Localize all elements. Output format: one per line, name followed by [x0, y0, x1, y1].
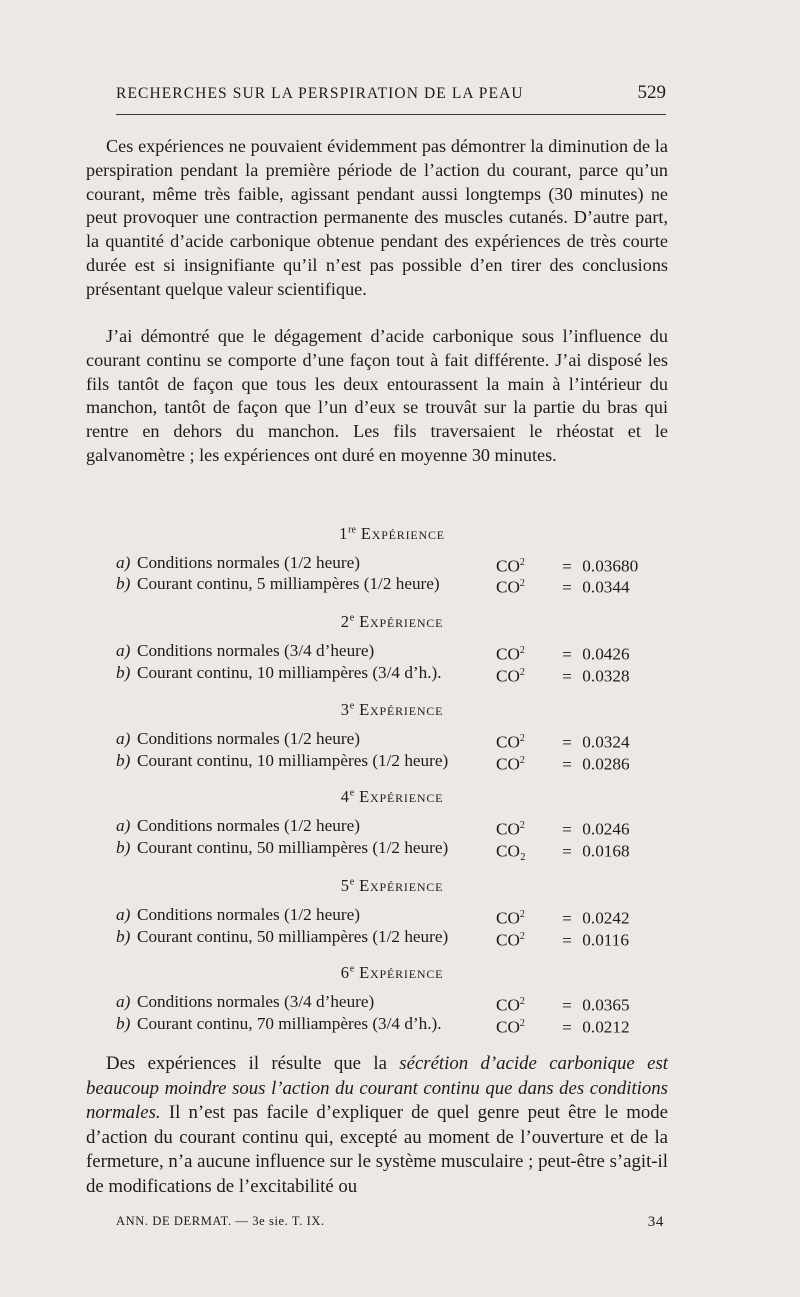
running-header: [116, 82, 666, 104]
paragraph-3: [86, 1052, 668, 1200]
row-label: b): [116, 838, 131, 857]
experiment-2-row-a: [116, 640, 668, 662]
equals-sign: =: [562, 754, 572, 774]
experiment-2-row-b: [116, 662, 668, 684]
co2-value: 0.0286: [582, 754, 630, 774]
experiment-word: Expérience: [359, 876, 444, 895]
co2-subscript: 2: [519, 820, 525, 831]
paragraph-3-emphasis: sécrétion d’acide carbonique est beaucoup moindre sous l’action du courant continu que dans des conditions normales.: [86, 1053, 669, 1124]
co2-formula: CO: [496, 930, 520, 950]
co2-formula: CO: [496, 819, 520, 839]
row-condition: Courant continu, 50 milliampères (1/2 heure): [137, 838, 449, 857]
experiment-ordinal: re: [348, 524, 356, 536]
experiment-ordinal: e: [349, 876, 355, 888]
equals-sign: =: [562, 819, 572, 839]
co2-value: 0.0344: [582, 577, 630, 597]
co2-value: 0.0324: [582, 732, 630, 752]
row-condition: Conditions normales (1/2 heure): [137, 729, 360, 748]
row-label: a): [116, 905, 131, 924]
experiment-ordinal: e: [349, 612, 355, 624]
co2-formula: CO: [496, 577, 520, 597]
equals-sign: =: [562, 556, 572, 576]
co2-formula: CO: [496, 908, 520, 928]
experiment-word: Expérience: [359, 700, 444, 719]
page-number: 529: [637, 82, 666, 103]
row-measurement: [496, 926, 629, 952]
row-label: b): [116, 751, 131, 770]
experiment-6-row-a: [116, 991, 668, 1013]
row-condition: Courant continu, 10 milliampères (3/4 d’h.).: [137, 663, 442, 682]
co2-subscript: 2: [519, 931, 525, 942]
co2-formula: CO: [496, 644, 520, 664]
co2-value: 0.0246: [582, 819, 630, 839]
equals-sign: =: [562, 666, 572, 686]
row-label: a): [116, 816, 131, 835]
row-label: b): [116, 663, 131, 682]
co2-subscript: 2: [519, 909, 525, 920]
row-label: a): [116, 992, 131, 1011]
signature-mark: 34: [647, 1214, 664, 1230]
co2-value: 0.0328: [582, 666, 630, 686]
row-label: b): [116, 574, 131, 593]
experiment-ordinal: e: [349, 700, 355, 712]
co2-formula: CO: [496, 666, 520, 686]
row-measurement: [496, 662, 630, 688]
experiment-4-row-a: [116, 815, 668, 837]
co2-subscript: 2: [519, 578, 525, 589]
experiment-number: 3: [340, 700, 350, 719]
paragraph-2: [86, 325, 668, 468]
row-label: a): [116, 729, 131, 748]
experiment-number: 4: [340, 787, 350, 806]
journal-reference: ANN. DE DERMAT. — 3e sie. T. IX.: [116, 1214, 325, 1228]
co2-formula: CO₂: [496, 841, 526, 861]
co2-formula: CO: [496, 995, 520, 1015]
experiment-5-row-a: [116, 904, 668, 926]
experiment-word: Expérience: [359, 787, 444, 806]
row-condition: Conditions normales (1/2 heure): [137, 553, 360, 572]
row-condition: Conditions normales (1/2 heure): [137, 816, 360, 835]
experiment-number: 5: [340, 876, 350, 895]
row-measurement: [496, 1013, 630, 1039]
co2-formula: CO: [496, 732, 520, 752]
co2-subscript: 2: [519, 557, 525, 568]
experiment-word: Expérience: [359, 612, 444, 631]
experiment-5-title: [0, 876, 792, 896]
row-condition: Courant continu, 70 milliampères (3/4 d’h.).: [137, 1014, 442, 1033]
experiment-3-row-b: [116, 750, 668, 772]
row-label: a): [116, 641, 131, 660]
experiment-3-row-a: [116, 728, 668, 750]
experiment-1-row-b: [116, 573, 668, 595]
co2-subscript: 2: [519, 667, 525, 678]
experiment-2-title: [0, 612, 792, 632]
co2-subscript: 2: [519, 755, 525, 766]
experiment-word: Expérience: [359, 963, 444, 982]
co2-subscript: 2: [519, 996, 525, 1007]
co2-value: 0.0365: [582, 995, 630, 1015]
experiment-5-row-b: [116, 926, 668, 948]
equals-sign: =: [562, 1017, 572, 1037]
equals-sign: =: [562, 908, 572, 928]
row-measurement: [496, 573, 630, 599]
paragraph-1-text: Ces expériences ne pouvaient évidemment pas démontrer la diminution de la perspiration pendant la première période de l’action du courant, parce qu’un courant, même très faible, agissant pendant aussi longtemps (30 minutes) ne peut provoquer une contraction permanente des muscles cutanés. D’autre part, la quantité d’acide carbonique obtenue pendant des expériences de très courte durée est si insignifiante qu’il n’est pas possible d’en tirer des conclusions présentant quelque valeur scientifique.: [86, 136, 668, 299]
equals-sign: =: [562, 930, 572, 950]
co2-value: 0.0168: [582, 841, 630, 861]
co2-formula: CO: [496, 556, 520, 576]
experiment-ordinal: e: [349, 963, 355, 975]
equals-sign: =: [562, 644, 572, 664]
experiment-4-row-b: [116, 837, 668, 859]
row-condition: Conditions normales (3/4 d’heure): [137, 992, 375, 1011]
row-condition: Courant continu, 50 milliampères (1/2 heure): [137, 927, 449, 946]
experiment-number: 6: [340, 963, 350, 982]
co2-subscript: 2: [519, 1018, 525, 1029]
experiment-3-title: [0, 700, 792, 720]
experiment-word: Expérience: [360, 524, 445, 543]
co2-formula: CO: [496, 754, 520, 774]
running-title: RECHERCHES SUR LA PERSPIRATION DE LA PEAU: [116, 85, 524, 102]
experiment-1-title: [0, 524, 792, 544]
page-footer: [116, 1214, 664, 1231]
paragraph-3-end: Il n’est pas facile d’expliquer de quel genre peut être le mode d’action du courant continu qui, excepté au moment de l’ouverture et de la fermeture, n’a aucune influence sur le système musculaire ; peut-être s’agit-il de modifications de l’excitabilité ou: [86, 1102, 668, 1197]
row-label: b): [116, 927, 131, 946]
row-measurement: [496, 750, 630, 776]
paragraph-1: [86, 135, 668, 302]
co2-value: 0.0426: [582, 644, 630, 664]
row-condition: Courant continu, 5 milliampères (1/2 heure): [137, 574, 440, 593]
co2-subscript: 2: [519, 645, 525, 656]
co2-value: 0.0116: [582, 930, 629, 950]
co2-value: 0.03680: [582, 556, 639, 576]
equals-sign: =: [562, 841, 572, 861]
experiment-4-title: [0, 787, 792, 807]
row-condition: Conditions normales (3/4 d’heure): [137, 641, 375, 660]
row-measurement: [496, 837, 630, 863]
row-label: b): [116, 1014, 131, 1033]
equals-sign: =: [562, 577, 572, 597]
co2-formula: CO: [496, 1017, 520, 1037]
equals-sign: =: [562, 732, 572, 752]
row-label: a): [116, 553, 131, 572]
equals-sign: =: [562, 995, 572, 1015]
co2-value: 0.0242: [582, 908, 630, 928]
header-rule: [116, 114, 666, 115]
row-condition: Conditions normales (1/2 heure): [137, 905, 360, 924]
co2-subscript: 2: [519, 733, 525, 744]
experiment-6-row-b: [116, 1013, 668, 1035]
experiment-6-title: [0, 963, 792, 983]
co2-value: 0.0212: [582, 1017, 630, 1037]
paragraph-3-start: Des expériences il résulte que la: [106, 1053, 400, 1074]
experiment-ordinal: e: [349, 787, 355, 799]
paragraph-2-text: J’ai démontré que le dégagement d’acide carbonique sous l’influence du courant continu se comporte d’une façon tout à fait différente. J’ai disposé les fils tantôt de façon que tous les deux entourassent la main à l’intérieur du manchon, tantôt de façon que l’un d’eux se trouvât sur la partie du bras qui rentre en dehors du manchon. Les fils traversaient le rhéostat et le galvanomètre ; les expériences ont duré en moyenne 30 minutes.: [86, 326, 668, 465]
experiment-number: 2: [340, 612, 350, 631]
row-condition: Courant continu, 10 milliampères (1/2 heure): [137, 751, 449, 770]
experiment-1-row-a: [116, 552, 668, 574]
experiment-number: 1: [339, 524, 349, 543]
